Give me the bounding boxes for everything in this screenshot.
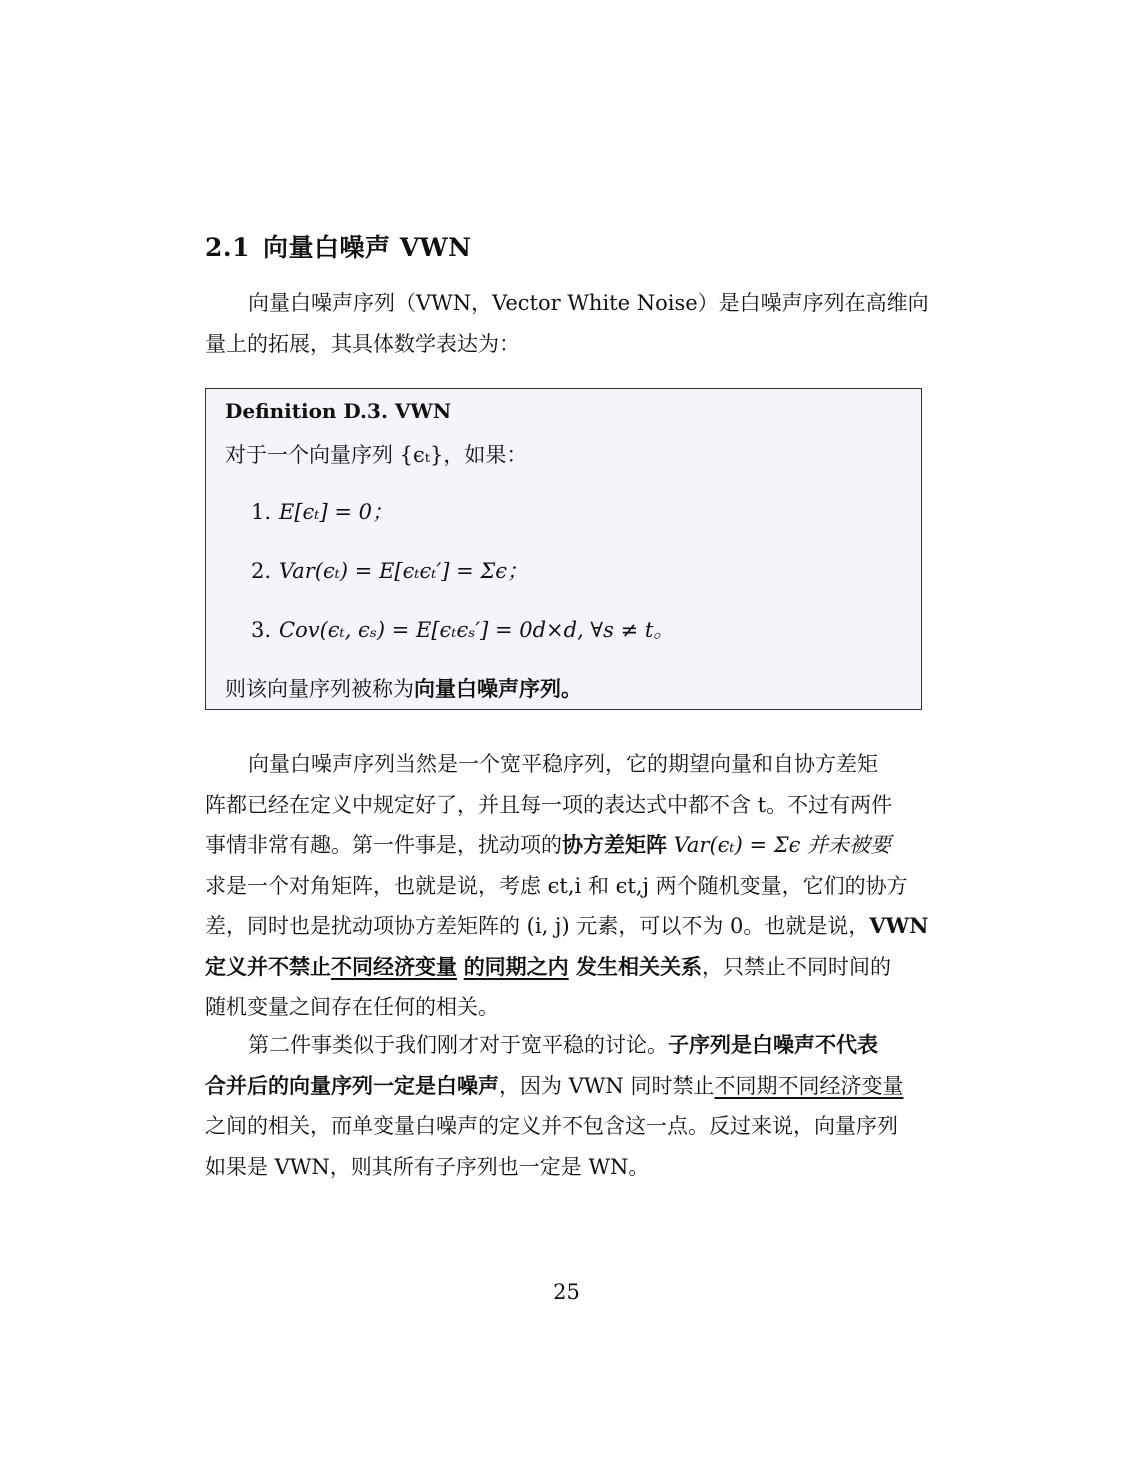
paragraph-line <box>205 825 925 866</box>
definition-item <box>251 614 674 644</box>
paragraph-line <box>205 1066 925 1107</box>
paragraph-line: 向量白噪声序列当然是一个宽平稳序列，它的期望向量和自协方差矩 <box>248 752 878 776</box>
definition-box <box>205 388 922 710</box>
paragraph-line: 之间的相关，而单变量白噪声的定义并不包含这一点。反过来说，向量序列 <box>205 1114 898 1138</box>
item-number: 2. <box>251 559 272 583</box>
item-expression: E[ϵₜ] = 0； <box>279 500 393 524</box>
text-run: ，因为 VWN 同时禁止 <box>499 1073 715 1098</box>
paragraph-line: 求是一个对角矩阵，也就是说，考虑 ϵt,i 和 ϵt,j 两个随机变量，它们的协方 <box>205 873 908 898</box>
definition-title: Definition D.3. VWN <box>225 399 452 423</box>
item-expression: Var(ϵₜ) = E[ϵₜϵₜ′] = Σϵ； <box>279 559 528 583</box>
text-run <box>457 955 464 979</box>
underlined-term: 不同期不同经济变量 <box>714 1073 904 1098</box>
bold-term: 协方差矩阵 <box>562 832 667 857</box>
text-run: 差，同时也是扰动项协方差矩阵的 (i, j) 元素，可以不为 0。也就是说， <box>205 914 870 938</box>
underlined-bold-term: 的同期之内 <box>463 953 569 979</box>
paragraph-line <box>205 947 925 988</box>
paragraph-line <box>205 906 929 947</box>
page-number: 25 <box>553 1280 580 1304</box>
bold-term: VWN <box>869 913 929 938</box>
paragraph-line: 阵都已经在定义中规定好了，并且每一项的表达式中都不含 t。不过有两件 <box>205 792 893 817</box>
intro-line: 量上的拓展，其具体数学表达为： <box>205 331 520 356</box>
body-paragraph-3 <box>205 1025 925 1187</box>
section-number: 2.1 <box>205 233 250 262</box>
section-heading <box>205 228 472 264</box>
item-number: 3. <box>251 618 272 642</box>
bold-term: 合并后的向量序列一定是白噪声 <box>205 1072 499 1098</box>
item-number: 1. <box>251 500 272 524</box>
definition-item <box>251 555 528 585</box>
intro-line: 向量白噪声序列（VWN，Vector White Noise）是白噪声序列在高维向 <box>248 291 929 315</box>
paragraph-line <box>205 1025 925 1066</box>
math-run: Var(ϵₜ) = Σϵ 并未被要 <box>667 833 892 857</box>
text-run: 事情非常有趣。第一件事是，扰动项的 <box>205 833 562 857</box>
outro-text: 则该向量序列被称为 <box>225 677 414 701</box>
bold-term: 定义并不禁止 <box>205 953 331 979</box>
outro-bold-text: 向量白噪声序列。 <box>414 676 582 701</box>
bold-term: 子序列是白噪声不代表 <box>668 1032 878 1057</box>
text-run: 第二件事类似于我们刚才对于宽平稳的讨论。 <box>248 1033 668 1057</box>
section-title: 向量白噪声 VWN <box>263 233 472 262</box>
item-expression: Cov(ϵₜ, ϵₛ) = E[ϵₜϵₛ′] = 0d×d, ∀s ≠ t。 <box>279 618 675 642</box>
underlined-bold-term: 不同经济变量 <box>331 953 457 979</box>
definition-intro: 对于一个向量序列 {ϵₜ}，如果： <box>225 443 528 467</box>
intro-paragraph <box>205 283 929 364</box>
body-paragraph-2 <box>205 744 929 1028</box>
bold-term: 发生相关关系 <box>568 953 702 979</box>
paragraph-line: 如果是 VWN，则其所有子序列也一定是 WN。 <box>205 1154 650 1179</box>
text-run: ，只禁止不同时间的 <box>702 954 891 979</box>
definition-item <box>251 496 393 526</box>
definition-outro <box>225 673 582 703</box>
paragraph-line: 随机变量之间存在任何的相关。 <box>205 995 499 1019</box>
